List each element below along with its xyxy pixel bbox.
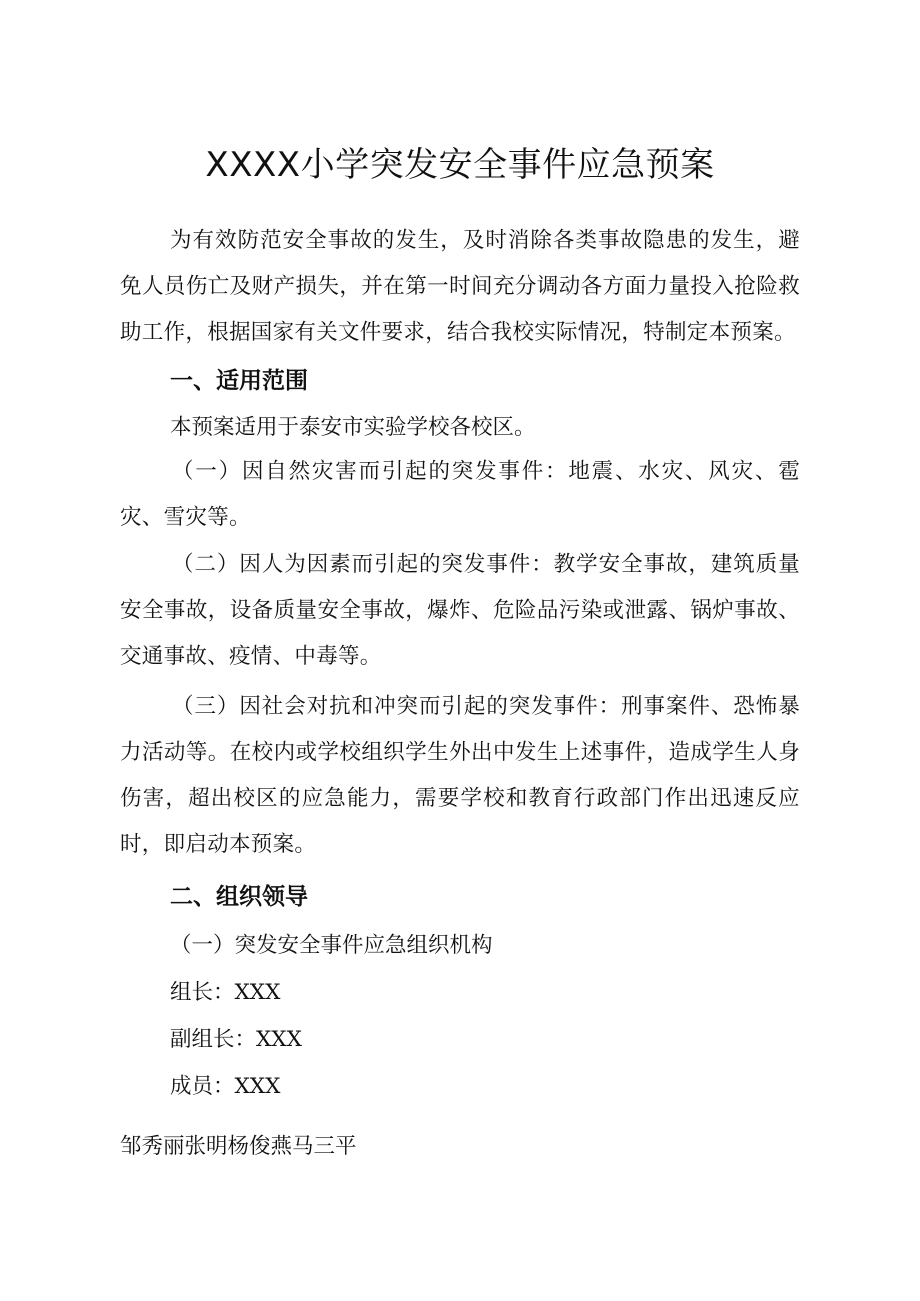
member-names: 邹秀丽张明杨俊燕马三平 [120, 1134, 357, 1159]
members-line: 成员：XXX [170, 1074, 281, 1099]
leader-line: 组长：XXX [170, 980, 281, 1005]
section-heading-scope: 一、适用范围 [170, 368, 308, 394]
scope-item-natural: （一）因自然灾害而引起的突发事件：地震、水灾、风灾、雹灾、雪灾等。 [120, 459, 800, 530]
scope-item-social: （三）因社会对抗和冲突而引起的突发事件：刑事案件、恐怖暴力活动等。在校内或学校组织学生外出中发生上述事件，造成学生人身伤害，超出校区的应急能力，需要学校和教育行政部门作出迅速反应时，即启动本预案。 [120, 694, 800, 857]
scope-text: 本预案适用于泰安市实验学校各校区。 [170, 415, 536, 440]
org-subheading: （一）突发安全事件应急组织机构 [170, 933, 493, 958]
scope-item-human: （二）因人为因素而引起的突发事件：教学安全事故，建筑质量安全事故，设备质量安全事故，爆炸、危险品污染或泄露、锅炉事故、交通事故、疫情、中毒等。 [120, 552, 800, 669]
section-heading-organization: 二、组织领导 [170, 884, 308, 910]
intro-paragraph: 为有效防范安全事故的发生，及时消除各类事故隐患的发生，避免人员伤亡及财产损失，并在第一时间充分调动各方面力量投入抢险救助工作，根据国家有关文件要求，结合我校实际情况，特制定本预案。 [120, 228, 800, 345]
deputy-leader-line: 副组长：XXX [170, 1027, 302, 1052]
document-title: XXXX小学突发安全事件应急预案 [205, 145, 715, 185]
